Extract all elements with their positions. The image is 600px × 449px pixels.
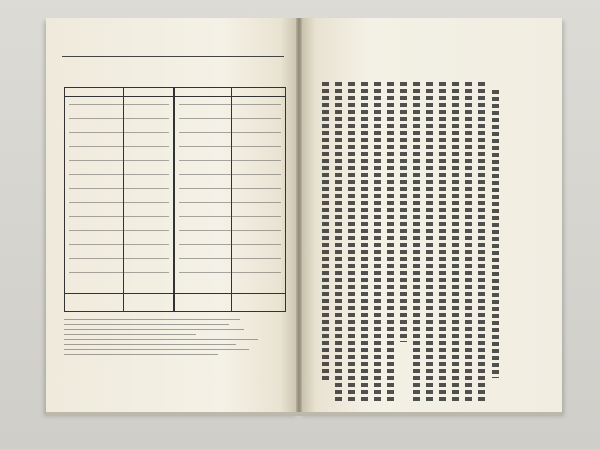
vertical-text-column (374, 82, 381, 402)
vertical-text-column (452, 82, 459, 402)
table-row (179, 160, 281, 161)
table-row (69, 104, 169, 105)
table-row (69, 202, 169, 203)
note-line (64, 324, 229, 325)
note-line (64, 349, 249, 350)
note-line (64, 354, 218, 355)
table-row (179, 258, 281, 259)
table-column-headers (65, 88, 285, 97)
vertical-text-column (322, 82, 329, 382)
vertical-text-column (361, 82, 368, 402)
vertical-text-column (492, 90, 499, 378)
table-row (179, 118, 281, 119)
table-row (179, 174, 281, 175)
vertical-text-column (478, 82, 485, 402)
table-notes (64, 315, 284, 359)
header-rule (62, 56, 284, 57)
vertical-text-column (426, 82, 433, 402)
vertical-text-column (387, 82, 394, 402)
table-row (69, 258, 169, 259)
book-spine (296, 18, 302, 413)
note-line (64, 344, 236, 345)
table-divider (123, 88, 124, 311)
note-line (64, 334, 196, 335)
vertical-text-column (348, 82, 355, 402)
table-row (69, 230, 169, 231)
table-row (69, 174, 169, 175)
table-row (179, 216, 281, 217)
table-row (179, 230, 281, 231)
table-row (179, 244, 281, 245)
table-row (69, 132, 169, 133)
vertical-text-column (413, 82, 420, 402)
table-divider (231, 88, 232, 311)
table-row (179, 104, 281, 105)
table-row (179, 202, 281, 203)
vertical-text-column (465, 82, 472, 402)
table-row (179, 132, 281, 133)
table-row (179, 188, 281, 189)
note-line (64, 329, 244, 330)
balance-sheet-table (64, 87, 286, 312)
vertical-text-column (439, 82, 446, 402)
table-row (69, 216, 169, 217)
table-row (69, 188, 169, 189)
table-row (179, 146, 281, 147)
table-row (69, 118, 169, 119)
note-line (64, 339, 258, 340)
table-divider (173, 88, 175, 311)
page-edges (46, 412, 562, 416)
table-row (69, 146, 169, 147)
table-row (69, 244, 169, 245)
table-row (69, 160, 169, 161)
table-row (69, 272, 169, 273)
note-line (64, 319, 240, 320)
vertical-text-column (400, 82, 407, 342)
table-row (179, 272, 281, 273)
vertical-text-column (335, 82, 342, 402)
table-total-rule (65, 293, 285, 294)
